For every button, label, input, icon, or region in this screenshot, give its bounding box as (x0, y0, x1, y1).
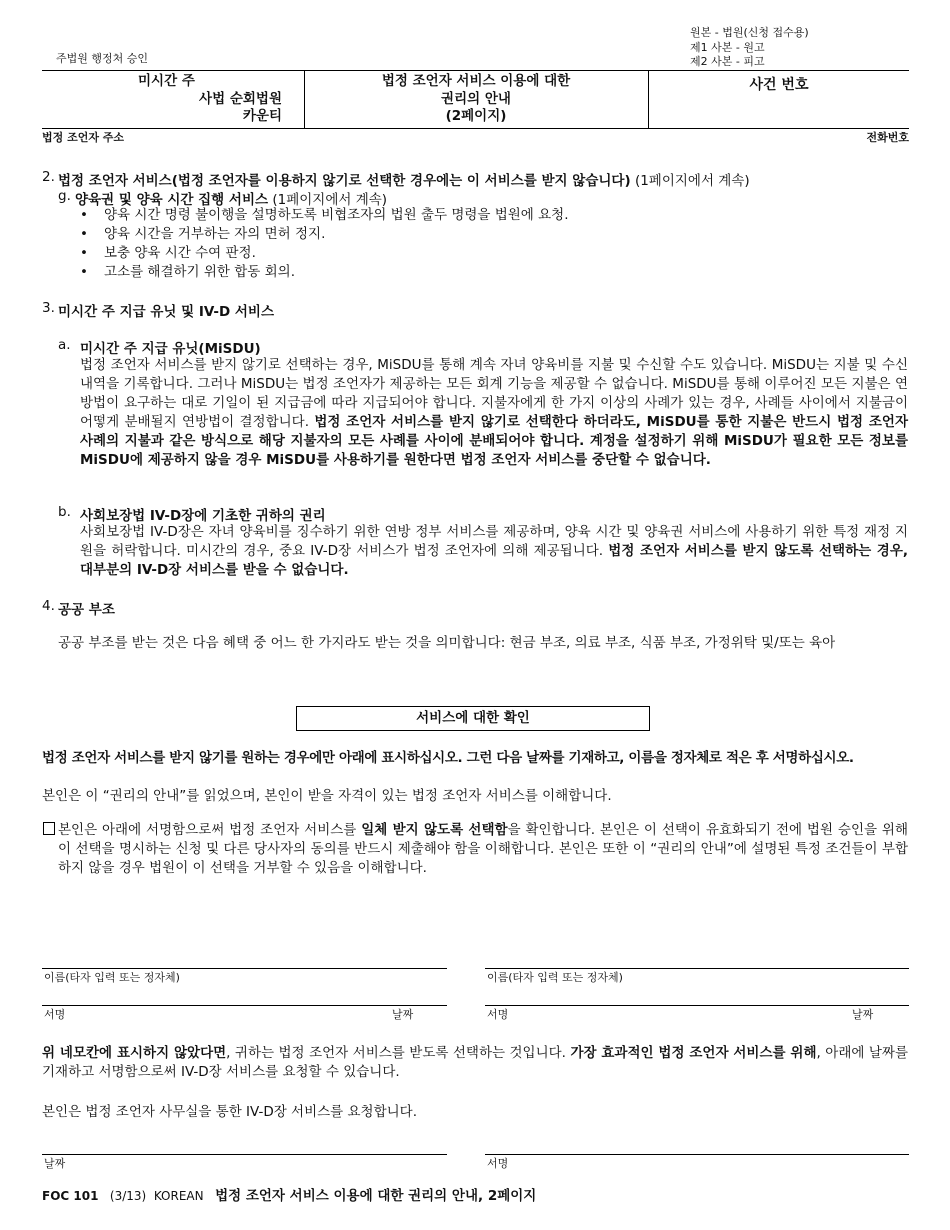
acknowledgement-box-title: 서비스에 대한 확인 (296, 706, 650, 731)
section3-b-heading: 사회보장법 IV-D장에 기초한 귀하의 권리 (80, 508, 326, 524)
section2-number: 2. (42, 169, 55, 185)
acknowledgement-instruction: 법정 조언자 서비스를 받지 않기를 원하는 경우에만 아래에 표시하십시오. 그런 다음 날짜를 기재하고, 이름을 정자체로 적은 후 서명하십시오. (42, 750, 854, 766)
state-name: 미시간 주 (138, 73, 195, 89)
signature-label-left: 서명 (44, 1008, 66, 1021)
section4-number: 4. (42, 598, 55, 614)
signature-line-left[interactable] (42, 1005, 447, 1006)
section3-b-prefix: b. (58, 504, 71, 520)
signature-label-right: 서명 (487, 1008, 509, 1021)
list-item: • 양육 시간을 거부하는 자의 면허 정지. (78, 225, 908, 244)
opt-out-text-post: 을 확인합니다. 본인은 이 선택이 유효화되기 전에 법원 승인을 위해 이 선택을 명시하는 신청 및 다른 당사자의 동의를 반드시 제출해야 함을 이해합니다. 본인은 또한 이 “권리의 안내”에 설명된 특정 조건들이 부합하지 않을 경우 법원이 이 선택을 거부할 수 있음을 이해합니다. (58, 822, 909, 876)
section4-heading: 공공 부조 (58, 602, 115, 618)
form-title-line1: 법정 조언자 서비스 이용에 대한 (381, 73, 571, 89)
opt-out-statement (58, 821, 908, 878)
request-signature-label: 서명 (487, 1157, 509, 1170)
opt-out-text-bold: 일체 받지 않도록 선택함 (361, 822, 508, 838)
request-text (42, 1044, 908, 1082)
county-name: 카운티 (242, 108, 282, 124)
section3-number: 3. (42, 300, 55, 316)
copy-distribution (690, 26, 809, 70)
case-number-label: 사건 번호 (749, 77, 809, 93)
footer (42, 1184, 536, 1204)
form-revision: (3/13) (109, 1189, 147, 1203)
form-title-line3: (2페이지) (445, 108, 507, 124)
section2-heading-note: (1페이지에서 계속) (634, 173, 750, 189)
request-statement: 본인은 법정 조언자 사무실을 통한 IV-D장 서비스를 요청합니다. (42, 1104, 418, 1120)
form-language: KOREAN (153, 1189, 204, 1203)
name-label-left: 이름(타자 입력 또는 정자체) (44, 971, 180, 984)
list-item: • 양육 시간 명령 불이행을 설명하도록 비협조자의 법원 출두 명령을 법원에 요청. (78, 206, 908, 225)
list-item: • 보충 양육 시간 수여 판정. (78, 244, 908, 263)
foc-address-label: 법정 조언자 주소 (42, 131, 125, 144)
section3-a-heading: 미시간 주 지급 유닛(MiSDU) (80, 341, 261, 357)
form-title-line2: 권리의 안내 (441, 90, 511, 107)
ivd-text: 사회보장법 IV-D장은 자녀 양육비를 징수하기 위한 연방 정부 서비스를 제공하며, 양육 시간 및 양육권 서비스에 사용하기 위한 특정 재정 지원을 허락합니다. 미시간의 경우, 중요 IV-D장 서비스가 법정 조언자에 의해 제공됩니다. (80, 524, 908, 559)
request-date-line[interactable] (42, 1154, 447, 1155)
list-item: • 고소를 해결하기 위한 합동 회의. (78, 263, 908, 282)
header-bottom-rule (42, 128, 909, 129)
section4-text: 공공 부조를 받는 것은 다음 혜택 중 어느 한 가지라도 받는 것을 의미합니다: 현금 부조, 의료 부조, 식품 부조, 가정위탁 및/또는 육아 (58, 635, 836, 651)
form-title (305, 73, 647, 126)
enforcement-list (78, 206, 908, 282)
section2-heading: 법정 조언자 서비스(법정 조언자를 이용하지 않기로 선택한 경우에는 이 서비스를 받지 않습니다) (58, 173, 631, 189)
request-text-1: , 귀하는 법정 조언자 서비스를 받도록 선택하는 것입니다. (226, 1045, 571, 1061)
date-label-right: 날짜 (852, 1008, 874, 1021)
section2-heading-row (58, 169, 918, 189)
opt-out-checkbox[interactable] (43, 822, 55, 835)
read-statement: 본인은 이 “권리의 안내”를 읽었으며, 본인이 받을 자격이 있는 법정 조언자 서비스를 이해합니다. (42, 788, 612, 804)
name-label-right: 이름(타자 입력 또는 정자체) (487, 971, 623, 984)
form-id: FOC 101 (42, 1189, 99, 1203)
copy-first: 제1 사본 - 원고 (690, 40, 765, 54)
copy-original: 원본 - 법원(신청 접수용) (690, 26, 809, 39)
phone-label: 전화번호 (866, 131, 909, 144)
request-signature-line[interactable] (485, 1154, 909, 1155)
request-bold-1: 위 네모칸에 표시하지 않았다면 (42, 1045, 227, 1061)
section3-b-text (80, 523, 908, 580)
misdu-text-bold: 법정 조언자 서비스를 받지 않기로 선택한다 하더라도, MiSDU를 통한 지불은 반드시 법정 조언자 사례의 지불과 같은 방식으로 해당 지불자의 모든 사례를 사이에 분배되어야 합니다. 계정을 설정하기 위해 MiSDU가 필요한 모든 정보를 MiSDU에 제공하지 않을 경우 MiSDU를 사용하기를 원한다면 법정 조언자 서비스를 중단할 수 없습니다. (80, 414, 908, 468)
opt-out-text-pre: 본인은 아래에 서명함으로써 법정 조언자 서비스를 (58, 822, 362, 838)
approval-text: 주법원 행정처 승인 (56, 52, 149, 65)
section3-a-text (80, 356, 908, 470)
section2-g-prefix: g. (58, 188, 71, 204)
signature-line-right[interactable] (485, 1005, 909, 1006)
section2-g-row (75, 188, 387, 208)
copy-second: 제2 사본 - 피고 (690, 55, 765, 68)
request-text-2: , 아래에 날짜를 기재하고 서명함으로써 IV-D장 서비스를 요청할 수 있습니다. (42, 1045, 908, 1080)
ivd-text-bold: 법정 조언자 서비스를 받지 않도록 선택하는 경우, 대부분의 IV-D장 서비스를 받을 수 없습니다. (80, 543, 908, 578)
header-top-rule (42, 70, 909, 71)
request-bold-2: 가장 효과적인 법정 조언자 서비스를 위해 (570, 1045, 817, 1061)
section2-g-note: (1페이지에서 계속) (272, 192, 388, 208)
footer-title: 법정 조언자 서비스 이용에 대한 권리의 안내, 2페이지 (215, 1188, 537, 1204)
court-name: 사법 순회법원 (199, 90, 282, 107)
date-label-left: 날짜 (392, 1008, 414, 1021)
section2-g-heading: 양육권 및 양육 시간 집행 서비스 (75, 192, 269, 208)
court-block (42, 73, 282, 126)
request-date-label: 날짜 (44, 1157, 66, 1170)
misdu-text: 법정 조언자 서비스를 받지 않기로 선택하는 경우, MiSDU를 통해 계속 자녀 양육비를 지불 및 수신할 수도 있습니다. MiSDU는 지불 및 수신 내역을 기록합니다. 그러나 MiSDU는 법정 조언자가 제공하는 모든 회계 기능을 제공할 수 없습니다. MiSDU를 통해 이루어진 모든 지불은 연방법이 요구하는 대로 기일이 된 지급금에 따라 지급되어야 합니다. 지불자에게 한 가지 이상의 사례가 있는 경우, 사례들 사이에서 지불금이 어떻게 분배될지 연방법이 결정합니다. (80, 357, 908, 430)
section3-a-prefix: a. (58, 337, 71, 353)
section3-heading: 미시간 주 지급 유닛 및 IV-D 서비스 (58, 304, 274, 320)
